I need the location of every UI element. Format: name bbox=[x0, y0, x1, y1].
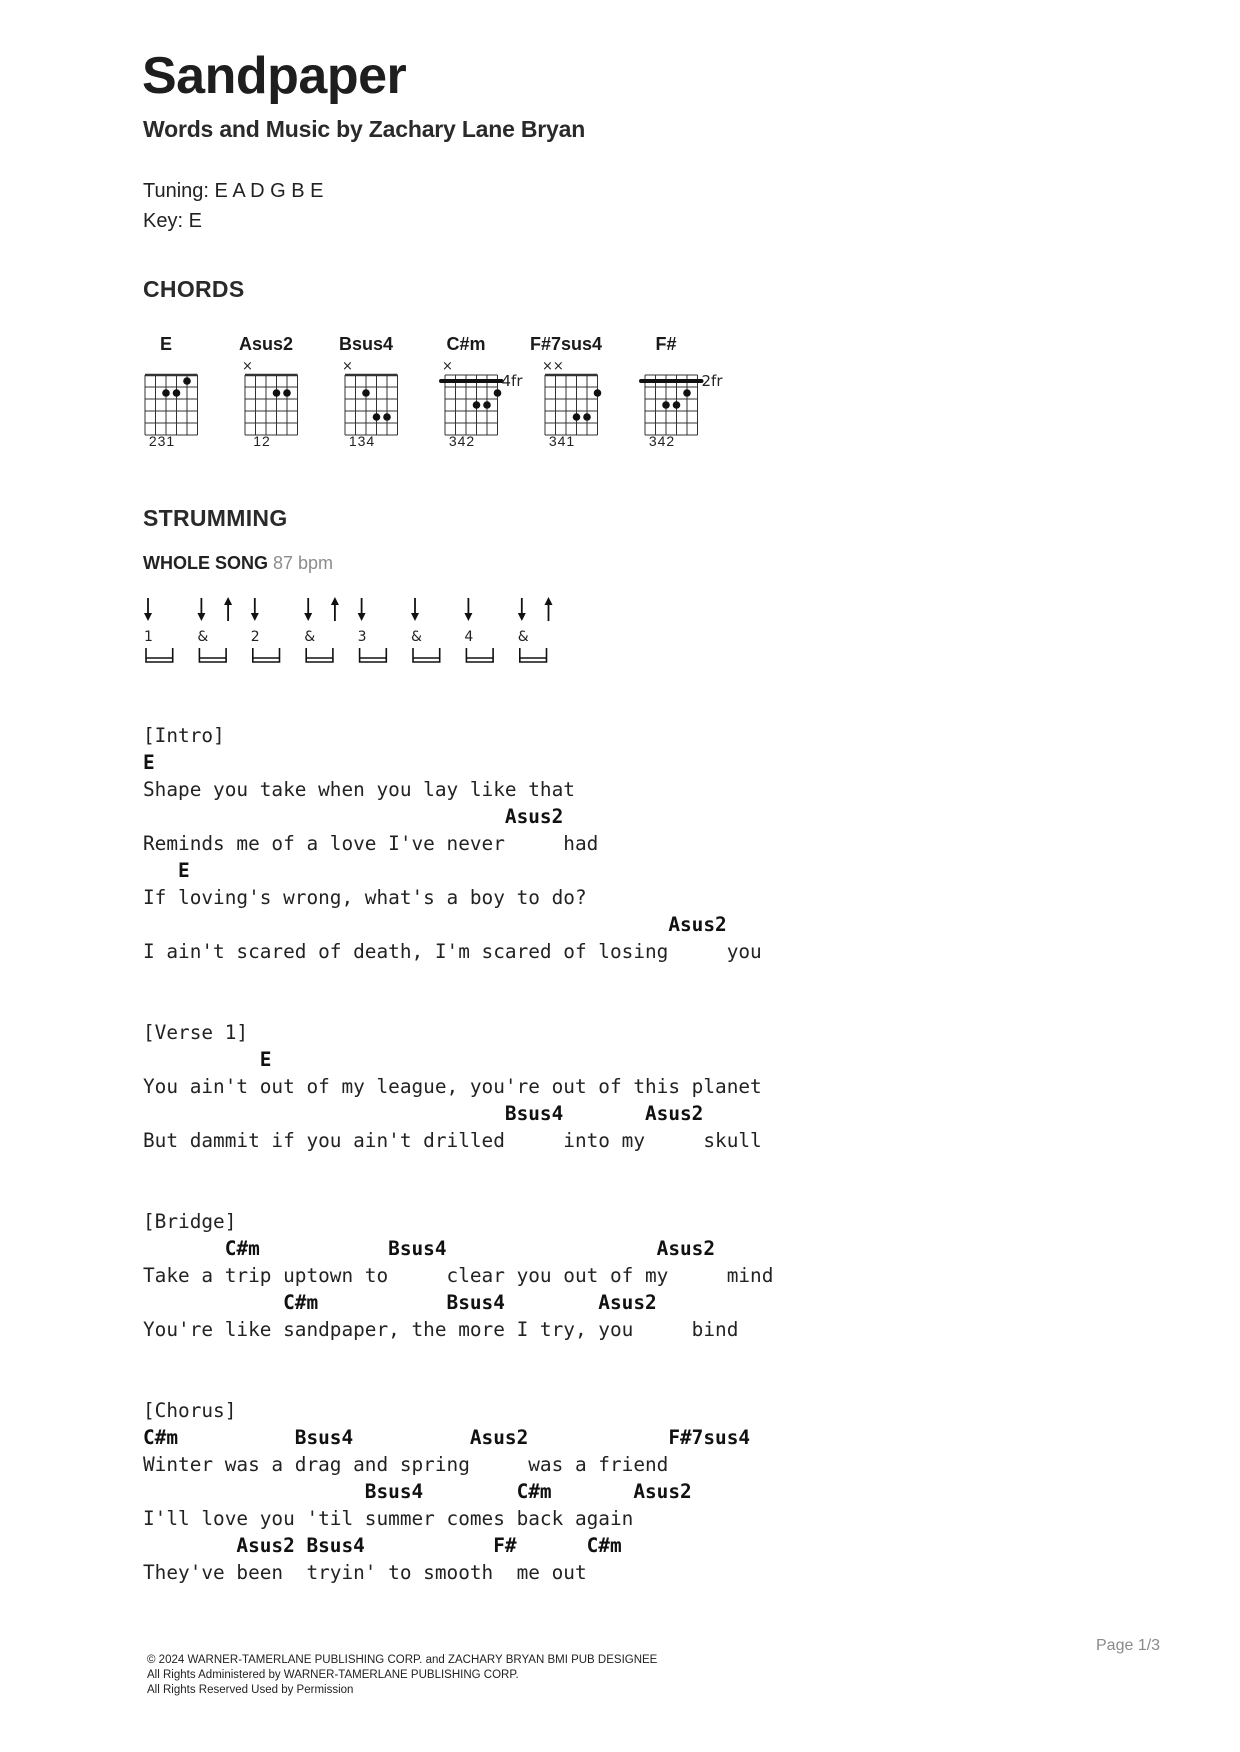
chord-diagram-csharpm bbox=[421, 334, 523, 449]
finger-dot bbox=[473, 401, 481, 409]
beat-label: 4 bbox=[464, 629, 474, 645]
beat-label: & bbox=[304, 629, 316, 645]
section-label: [Bridge] bbox=[143, 1210, 237, 1233]
copyright-line-2: All Rights Administered by WARNER-TAMERLANE PUBLISHING CORP. bbox=[147, 1669, 519, 1681]
chord-grid bbox=[621, 355, 723, 433]
copyright-line-3: All Rights Reserved Used by Permission bbox=[147, 1684, 354, 1696]
copyright-line-1: © 2024 WARNER-TAMERLANE PUBLISHING CORP. and ZACHARY BRYAN BMI PUB DESIGNEE bbox=[147, 1654, 658, 1666]
chord-diagram-bsus4 bbox=[321, 334, 411, 449]
finger-dot bbox=[483, 401, 491, 409]
muted-string-marks: × bbox=[242, 359, 253, 374]
spacer-line bbox=[143, 1343, 773, 1370]
chord-name: F# bbox=[655, 334, 677, 354]
chord-name: Asus2 bbox=[238, 334, 294, 354]
song-title: Sandpaper bbox=[142, 47, 407, 105]
lyric-line: I'll love you 'til summer comes back again bbox=[143, 1507, 634, 1530]
section-label: [Chorus] bbox=[143, 1399, 237, 1422]
rhythm-beam bbox=[520, 648, 547, 662]
chord-name: F#7sus4 bbox=[529, 334, 603, 354]
beat-label: 3 bbox=[357, 629, 367, 645]
strum-tempo: 87 bpm bbox=[273, 553, 334, 573]
strum-pattern bbox=[143, 596, 563, 672]
spacer-line bbox=[143, 1370, 773, 1397]
spacer-line bbox=[143, 1154, 773, 1181]
rhythm-beam bbox=[306, 648, 333, 662]
chord-diagram-e bbox=[121, 334, 211, 449]
downstroke-arrowhead bbox=[197, 613, 205, 621]
chord-line: E bbox=[143, 751, 155, 774]
strum-pattern-label bbox=[143, 553, 333, 574]
lyric-line: Take a trip uptown to clear you out of my mind bbox=[143, 1264, 774, 1287]
chord-diagram-fsharp bbox=[621, 334, 723, 449]
finger-dot bbox=[383, 413, 391, 421]
finger-dot bbox=[594, 389, 602, 397]
chord-line: C#m Bsus4 Asus2 F#7sus4 bbox=[143, 1426, 751, 1449]
rhythm-beam bbox=[466, 648, 493, 662]
chord-grid bbox=[221, 355, 311, 433]
chord-line: E bbox=[143, 1048, 272, 1071]
finger-dot bbox=[373, 413, 381, 421]
downstroke-arrowhead bbox=[358, 613, 366, 621]
lyric-line: Shape you take when you lay like that bbox=[143, 778, 575, 801]
lyric-line: You ain't out of my league, you're out of this planet bbox=[143, 1075, 762, 1098]
upstroke-arrowhead bbox=[224, 597, 232, 605]
finger-dot bbox=[273, 389, 281, 397]
chord-grid bbox=[521, 355, 611, 433]
lyric-line: Reminds me of a love I've never had bbox=[143, 832, 599, 855]
chord-diagram-fsharp7sus4 bbox=[521, 334, 611, 449]
chords-heading: CHORDS bbox=[143, 276, 245, 302]
chord-fingering: 12 bbox=[253, 433, 271, 449]
chord-line: Asus2 Bsus4 F# C#m bbox=[143, 1534, 622, 1557]
upstroke-arrowhead bbox=[331, 597, 339, 605]
upstroke-arrowhead bbox=[545, 597, 553, 605]
chord-fingering: 342 bbox=[448, 433, 476, 449]
rhythm-beam bbox=[413, 648, 440, 662]
beat-label: & bbox=[197, 629, 209, 645]
lyric-line: Winter was a drag and spring was a friend bbox=[143, 1453, 669, 1476]
downstroke-arrowhead bbox=[251, 613, 259, 621]
finger-dot bbox=[494, 389, 502, 397]
finger-dot bbox=[283, 389, 291, 397]
chord-line: C#m Bsus4 Asus2 bbox=[143, 1291, 657, 1314]
finger-dot bbox=[362, 389, 370, 397]
downstroke-arrowhead bbox=[144, 613, 152, 621]
fret-position-label: 2fr bbox=[701, 372, 723, 390]
chord-line: Bsus4 C#m Asus2 bbox=[143, 1480, 692, 1503]
section-label: [Intro] bbox=[143, 724, 225, 747]
chord-fingering: 231 bbox=[148, 433, 176, 449]
chord-line: C#m Bsus4 Asus2 bbox=[143, 1237, 716, 1260]
beat-label: 1 bbox=[144, 629, 153, 645]
chord-name: E bbox=[159, 334, 172, 354]
strum-section-label: WHOLE SONG bbox=[143, 553, 268, 573]
lyric-line: They've been tryin' to smooth me out bbox=[143, 1561, 587, 1584]
finger-dot bbox=[583, 413, 591, 421]
muted-string-marks: ×× bbox=[542, 359, 564, 374]
rhythm-beam bbox=[146, 648, 173, 662]
downstroke-arrowhead bbox=[464, 613, 472, 621]
chord-name: Bsus4 bbox=[338, 334, 394, 354]
finger-dot bbox=[662, 401, 670, 409]
downstroke-arrowhead bbox=[518, 613, 526, 621]
finger-dot bbox=[573, 413, 581, 421]
chord-fingering: 342 bbox=[648, 433, 676, 449]
chord-line: Asus2 bbox=[143, 913, 727, 936]
finger-dot bbox=[683, 389, 691, 397]
key-info: Key: E bbox=[143, 210, 202, 232]
beat-label: & bbox=[517, 629, 529, 645]
chord-fingering: 134 bbox=[348, 433, 376, 449]
downstroke-arrowhead bbox=[304, 613, 312, 621]
downstroke-arrowhead bbox=[411, 613, 419, 621]
fret-position-label: 4fr bbox=[501, 372, 523, 390]
chord-name: C#m bbox=[446, 334, 486, 354]
chord-line: E bbox=[143, 859, 190, 882]
finger-dot bbox=[162, 389, 170, 397]
chord-grid bbox=[321, 355, 411, 433]
rhythm-beam bbox=[253, 648, 280, 662]
chord-line: Asus2 bbox=[143, 805, 564, 828]
finger-dot bbox=[173, 389, 181, 397]
chord-grid bbox=[421, 355, 523, 433]
finger-dot bbox=[183, 377, 191, 385]
chord-fingering: 341 bbox=[548, 433, 576, 449]
chord-line: Bsus4 Asus2 bbox=[143, 1102, 704, 1125]
lyric-line: I ain't scared of death, I'm scared of losing you bbox=[143, 940, 762, 963]
beat-label: 2 bbox=[250, 629, 260, 645]
rhythm-beam bbox=[360, 648, 387, 662]
chord-grid bbox=[121, 355, 211, 433]
lyric-line: You're like sandpaper, the more I try, you bind bbox=[143, 1318, 739, 1341]
page-number: Page 1/3 bbox=[1096, 1637, 1161, 1654]
rhythm-beam bbox=[199, 648, 226, 662]
beat-label: & bbox=[411, 629, 422, 645]
spacer-line bbox=[143, 1181, 773, 1208]
muted-string-marks: × bbox=[442, 359, 453, 374]
song-credits: Words and Music by Zachary Lane Bryan bbox=[143, 116, 586, 142]
lyrics-sheet bbox=[143, 722, 773, 1586]
strumming-heading: STRUMMING bbox=[143, 505, 288, 531]
lyric-line: If loving's wrong, what's a boy to do? bbox=[143, 886, 587, 909]
muted-string-marks: × bbox=[342, 359, 353, 374]
section-label: [Verse 1] bbox=[143, 1021, 249, 1044]
lyric-line: But dammit if you ain't drilled into my skull bbox=[143, 1129, 762, 1152]
tuning-info: Tuning: E A D G B E bbox=[143, 180, 324, 202]
spacer-line bbox=[143, 992, 773, 1019]
chord-diagram-asus2 bbox=[221, 334, 311, 449]
spacer-line bbox=[143, 965, 773, 992]
finger-dot bbox=[673, 401, 681, 409]
